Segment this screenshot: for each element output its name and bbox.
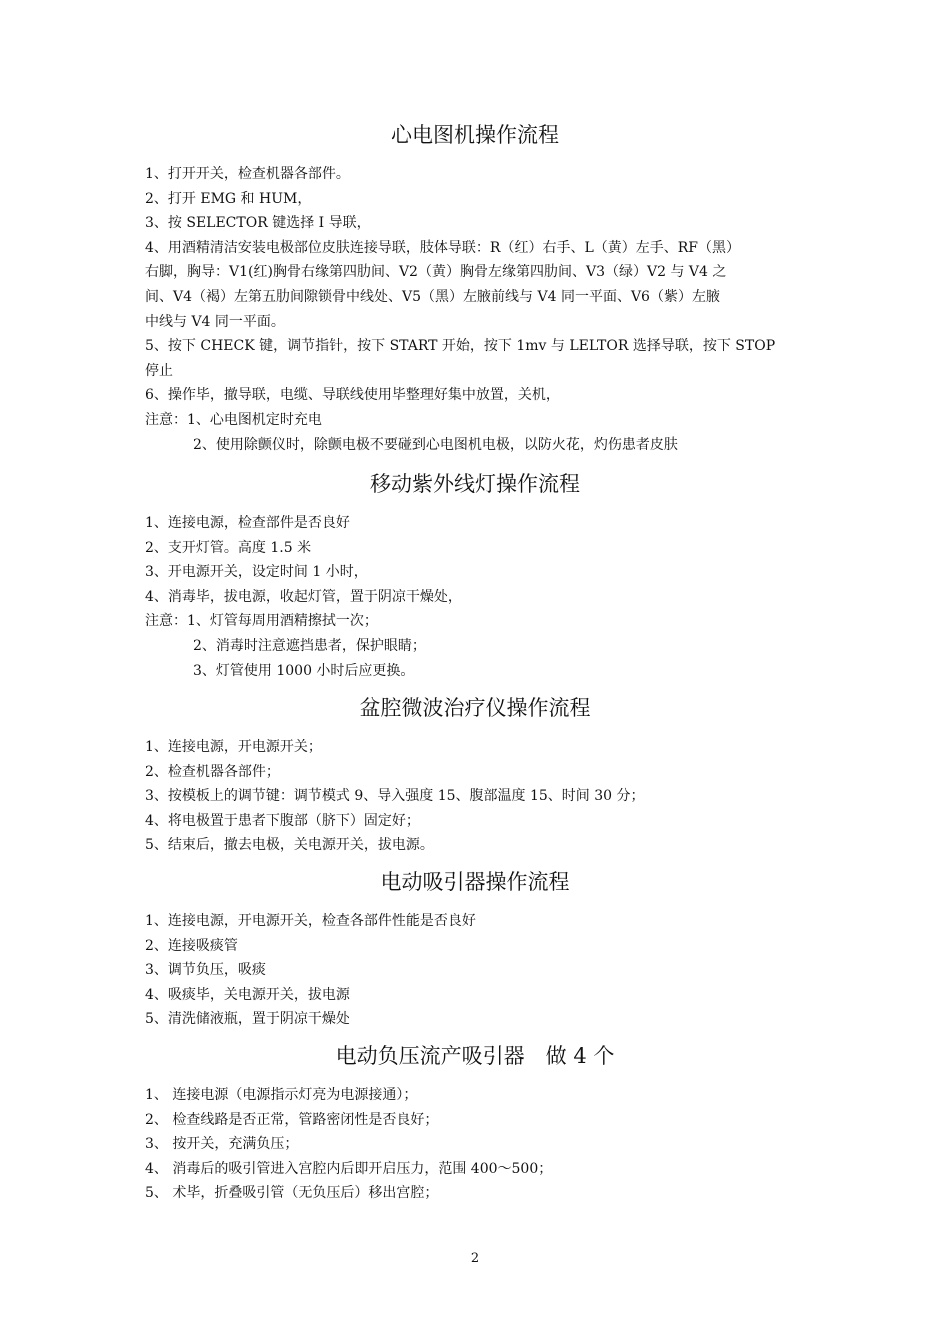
text-line: 5、清洗储液瓶，置于阴凉干燥处: [145, 1011, 350, 1028]
section-microwave-therapy: [0, 693, 950, 858]
text-line: 5、结束后，撤去电极，关电源开关，拔电源。: [145, 837, 434, 854]
text-line: 4、吸痰毕，关电源开关，拔电源: [145, 986, 350, 1003]
text-line: 2、打开 EMG 和 HUM，: [145, 190, 312, 207]
note-line: 2、使用除颤仪时，除颤电极不要碰到心电图机电极，以防火花，灼伤患者皮肤: [193, 436, 678, 453]
section-title: 盆腔微波治疗仪操作流程: [359, 696, 591, 720]
section-title: 电动吸引器操作流程: [380, 870, 570, 894]
note-line: 3、灯管使用 1000 小时后应更换。: [193, 662, 415, 679]
text-line: 3、 按开关，充满负压；: [145, 1136, 299, 1153]
text-line: 间、V4（褐）左第五肋间隙锁骨中线处、V5（黑）左腋前线与 V4 同一平面、V6（紫）左腋: [145, 288, 720, 305]
note-line: 2、消毒时注意遮挡患者，保护眼睛；: [193, 637, 426, 654]
section-title: 移动紫外线灯操作流程: [370, 472, 580, 496]
section-title: 电动负压流产吸引器 做 4 个: [335, 1044, 615, 1068]
text-line: 1、打开开关，检查机器各部件。: [145, 166, 350, 182]
text-line: 1、 连接电源（电源指示灯亮为电源接通）；: [145, 1087, 418, 1103]
section-title: 心电图机操作流程: [391, 123, 559, 147]
section-body: [0, 1083, 950, 1206]
text-line: 2、连接吸痰管: [145, 937, 238, 954]
text-line: 4、消毒毕，拔电源，收起灯管，置于阴凉干燥处，: [145, 588, 462, 605]
text-line: 3、开电源开关，设定时间 1 小时，: [145, 564, 368, 581]
text-line: 2、 检查线路是否正常，管路密闭性是否良好；: [145, 1111, 439, 1128]
note-line: 注意：1、心电图机定时充电: [145, 411, 322, 428]
text-line: 3、调节负压，吸痰: [145, 962, 266, 979]
section-body: [0, 909, 950, 1032]
text-line: 3、按 SELECTOR 键选择 I 导联，: [145, 215, 371, 232]
section-electric-suction: [0, 867, 950, 1032]
section-abortion-suction: [0, 1041, 950, 1206]
section-uv-lamp: [0, 469, 950, 683]
text-line: 右脚，胸导：V1(红)胸骨右缘第四肋间、V2（黄）胸骨左缘第四肋间、V3（绿）V2 与 V4 之: [145, 264, 727, 281]
text-line: 5、 术毕，折叠吸引管（无负压后）移出宫腔；: [145, 1185, 439, 1202]
text-line: 停止: [145, 362, 173, 379]
note-line: 注意：1、灯管每周用酒精擦拭一次；: [145, 613, 378, 630]
section-body: [0, 511, 950, 683]
text-line: 6、操作毕，撤导联，电缆、导联线使用毕整理好集中放置，关机，: [145, 387, 560, 404]
text-line: 1、连接电源，检查部件是否良好: [145, 515, 350, 531]
section-body: [0, 162, 950, 457]
page-number: 2: [470, 1251, 480, 1266]
text-line: 1、连接电源，开电源开关；: [145, 739, 322, 755]
text-line: 5、按下 CHECK 键，调节指针，按下 START 开始，按下 1mv 与 LELTOR 选择导联，按下 STOP: [145, 338, 776, 355]
text-line: 4、 消毒后的吸引管进入宫腔内后即开启压力，范围 400～500；: [145, 1160, 553, 1177]
text-line: 中线与 V4 同一平面。: [145, 313, 285, 330]
text-line: 1、连接电源，开电源开关，检查各部件性能是否良好: [145, 913, 476, 929]
text-line: 4、用酒精清洁安装电极部位皮肤连接导联，肢体导联：R（红）右手、L（黄）左手、RF（黑）: [145, 239, 740, 256]
text-line: 2、支开灯管。高度 1.5 米: [145, 539, 312, 556]
text-line: 2、检查机器各部件；: [145, 763, 280, 780]
text-line: 4、将电极置于患者下腹部（脐下）固定好；: [145, 812, 420, 829]
text-line: 3、按模板上的调节键：调节模式 9、导入强度 15、腹部温度 15、时间 30 分；: [145, 788, 645, 805]
section-ecg: [0, 120, 950, 457]
section-body: [0, 735, 950, 858]
